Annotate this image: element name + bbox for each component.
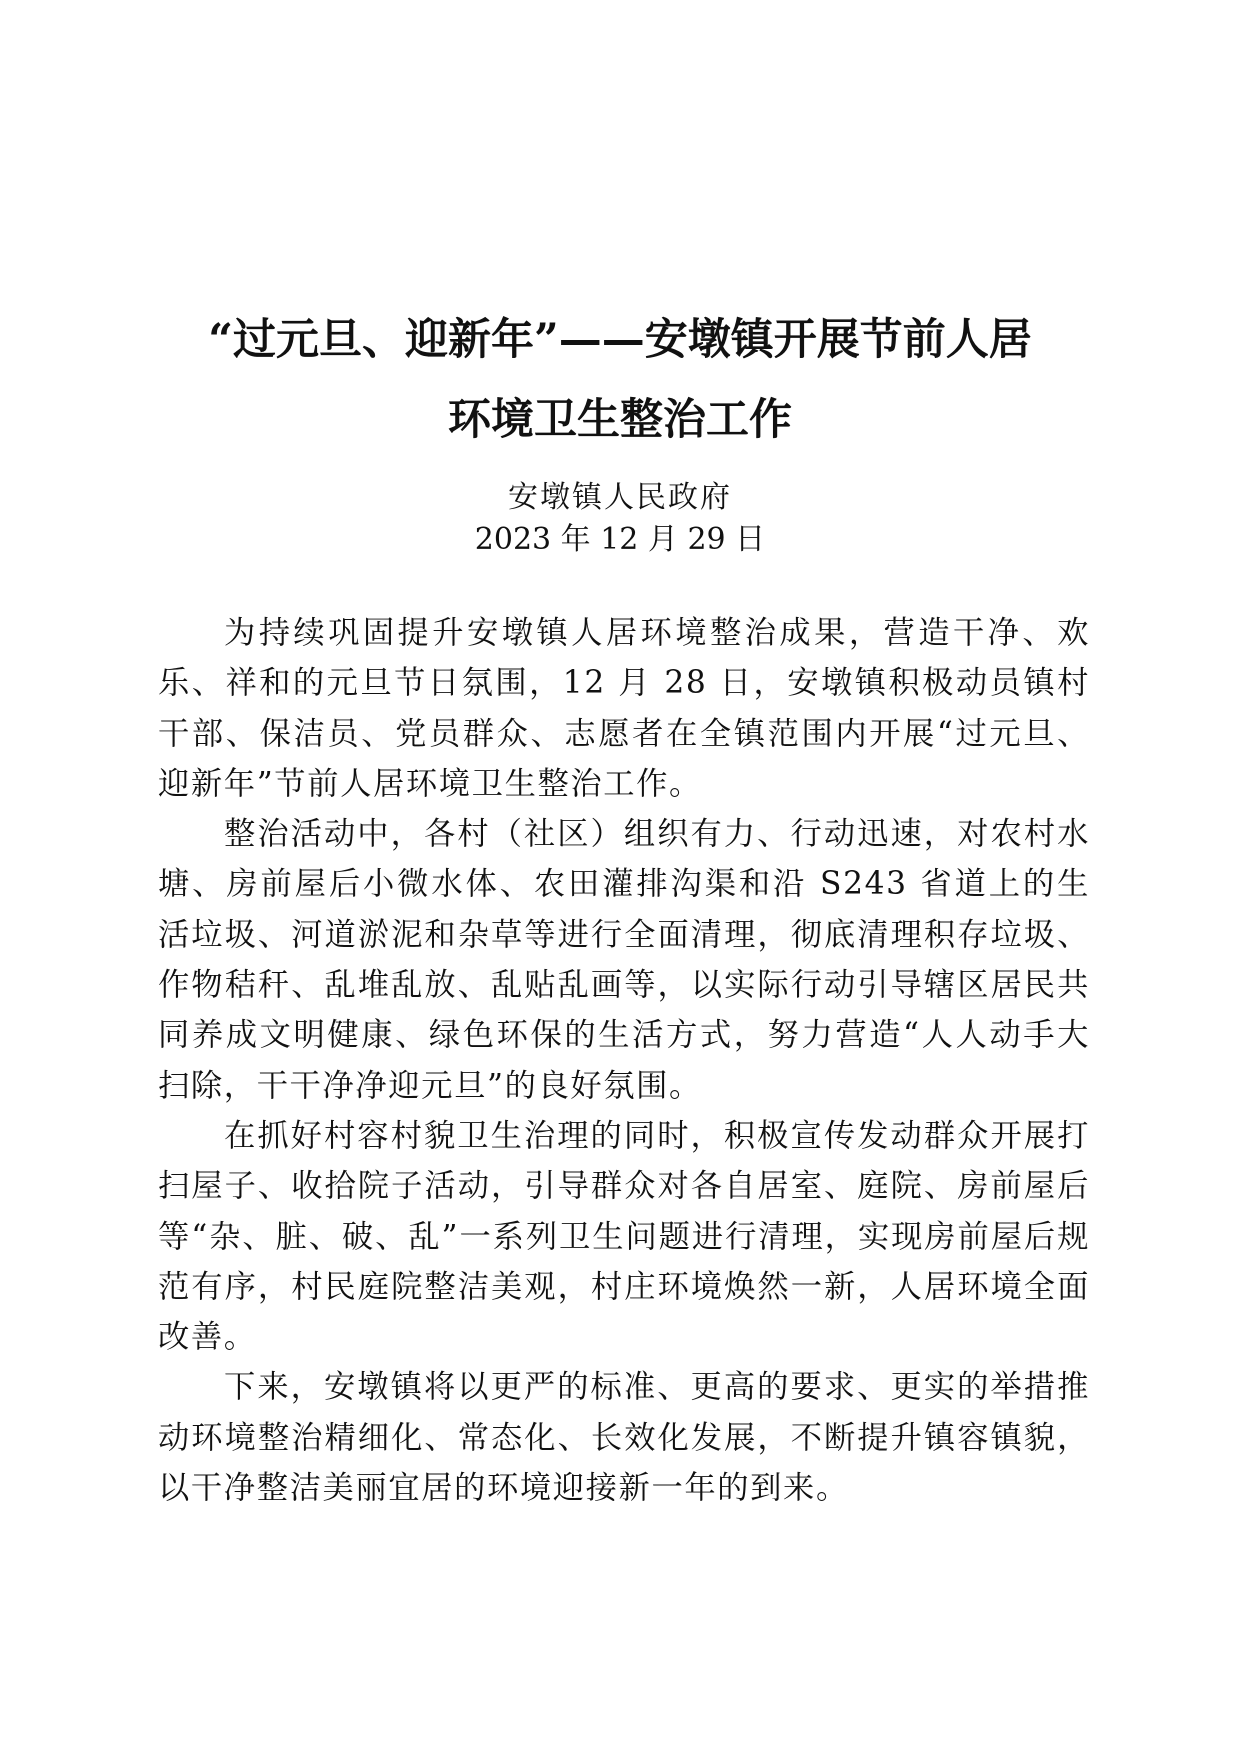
paragraph-1: 为持续巩固提升安墩镇人居环境整治成果，营造干净、欢乐、祥和的元旦节日氛围，12 月 28 日，安墩镇积极动员镇村干部、保洁员、党员群众、志愿者在全镇范围内开展“过元旦、迎新年”节前人居环境卫生整治工作。 — [158, 615, 1090, 802]
paragraph-4: 下来，安墩镇将以更严的标准、更高的要求、更实的举措推动环境整治精细化、常态化、长效化发展，不断提升镇容镇貌，以干净整洁美丽宜居的环境迎接新一年的到来。 — [158, 1369, 1090, 1507]
author: 安墩镇人民政府 — [508, 480, 732, 515]
title-line-2: 环境卫生整治工作 — [448, 395, 792, 445]
paragraph-2: 整治活动中，各村（社区）组织有力、行动迅速，对农村水塘、房前屋后小微水体、农田灌排沟渠和沿 S243 省道上的生活垃圾、河道淤泥和杂草等进行全面清理，彻底清理积存垃圾、作物秸秆、乱堆乱放、乱贴乱画等，以实际行动引导辖区居民共同养成文明健康、绿色环保的生活方式，努力营造“人人动手大扫除，干干净净迎元旦”的良好氛围。 — [158, 816, 1090, 1104]
article-body — [158, 608, 1090, 1513]
title-line-1: “过元旦、迎新年”——安墩镇开展节前人居 — [208, 315, 1032, 365]
publish-date: 2023 年 12 月 29 日 — [474, 522, 766, 557]
paragraph-3: 在抓好村容村貌卫生治理的同时，积极宣传发动群众开展打扫屋子、收拾院子活动，引导群众对各自居室、庭院、房前屋后等“杂、脏、破、乱”一系列卫生问题进行清理，实现房前屋后规范有序，村民庭院整洁美观，村庄环境焕然一新，人居环境全面改善。 — [158, 1117, 1090, 1356]
page-title — [150, 300, 1090, 460]
